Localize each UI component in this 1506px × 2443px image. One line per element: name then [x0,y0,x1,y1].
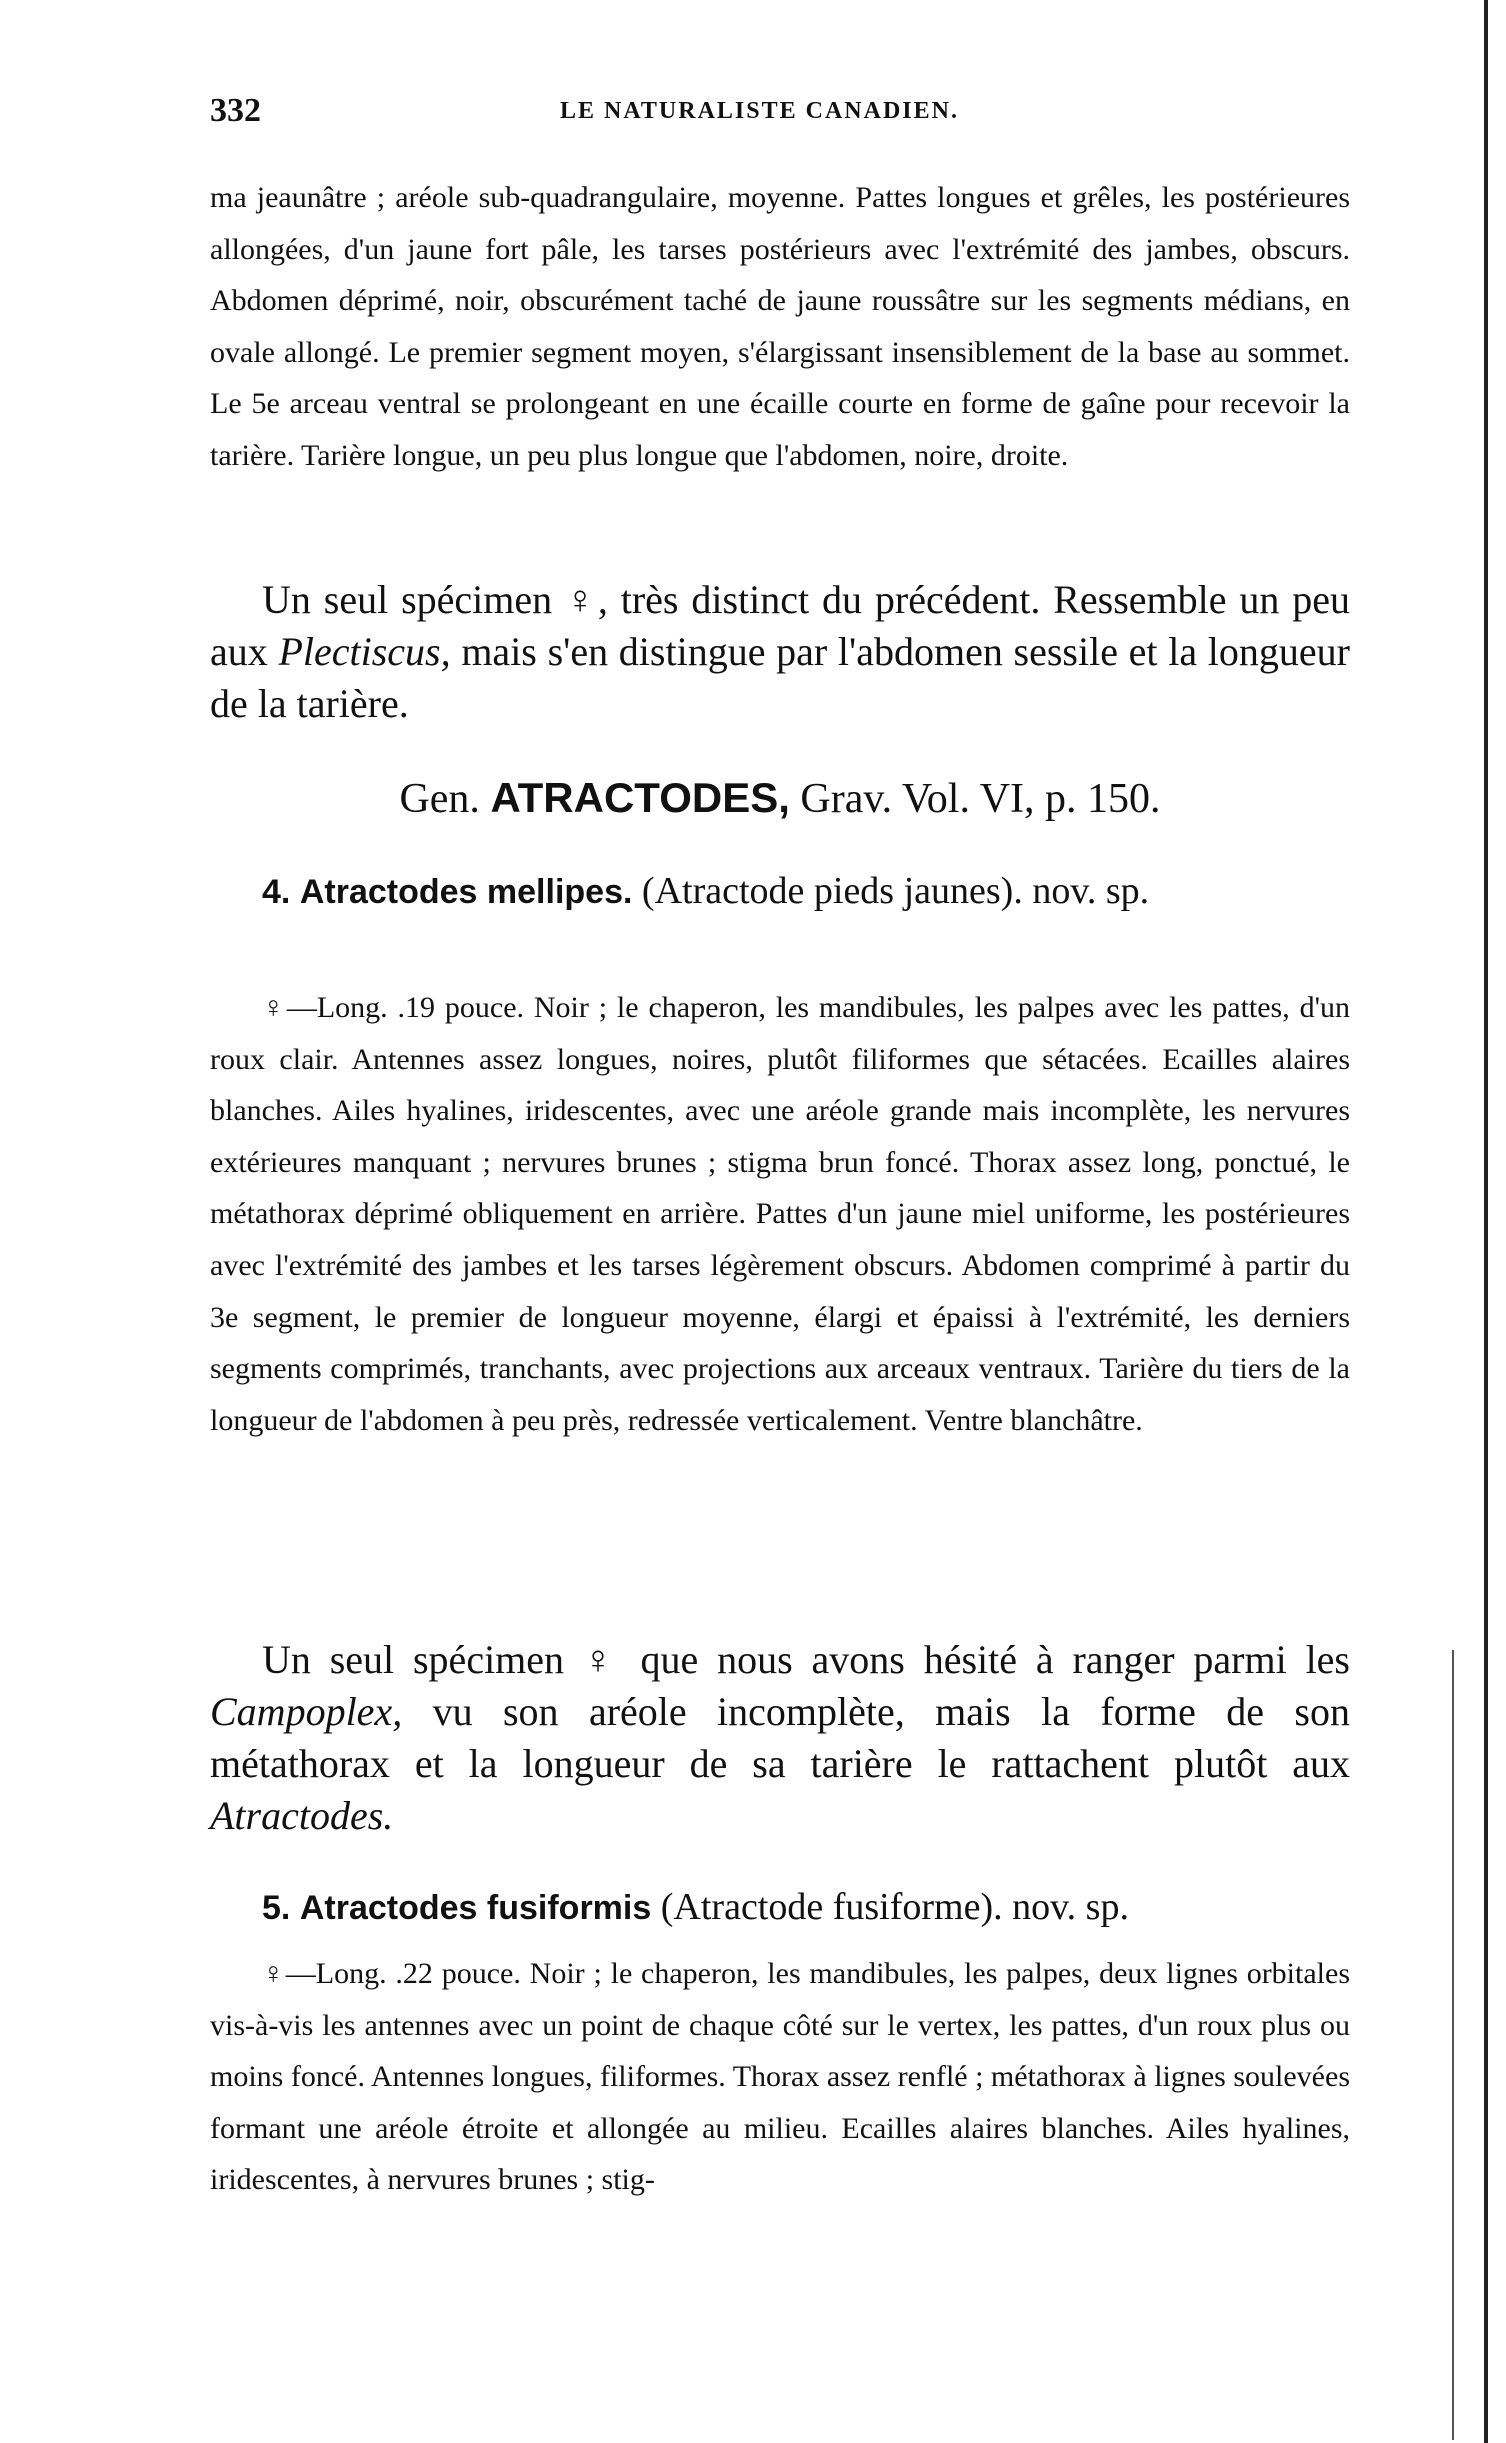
genus-atractodes: Atractodes. [210,1793,394,1838]
paragraph-specimen-note-1 [210,574,1350,730]
text-span: Un seul spécimen ♀ que nous avons hésité à ranger parmi les [262,1637,1350,1682]
running-head: LE NATURALISTE CANADIEN. [560,98,959,124]
genus-campoplex: Campoplex, [210,1689,403,1734]
genus-plectiscus: Plectiscus, [278,629,451,674]
paragraph-specimen-note-2 [210,1634,1350,1842]
scan-edge-line [1484,0,1488,2443]
species-number: 5. [262,1889,291,1927]
scan-margin-line [1452,1650,1454,2440]
text-span: vu son aréole incomplète, mais la forme de son métathorax et la longueur de sa tarière le rattachent plutôt aux [210,1689,1350,1786]
species-heading-5 [210,1882,1350,1933]
species-name: Atractodes fusiformis [299,1889,652,1927]
genus-name: ATRACTODES, [490,774,790,821]
genus-heading [210,772,1350,825]
paragraph-description-continued: ma jeaunâtre ; aréole sub-quadrangulaire, moyenne. Pattes longues et grêles, les postérieures allongées, d'un jaune fort pâle, les tarses postérieurs avec l'extrémité des jambes, obscurs. Abdomen déprimé, noir, obscurément taché de jaune roussâtre sur les segments médians, en ovale allongé. Le premier segment moyen, s'élargissant insensiblement de la base au sommet. Le 5e arceau ventral se prolongeant en une écaille courte en forme de gaîne pour recevoir la tarière. Tarière longue, un peu plus longue que l'abdomen, noire, droite. [210,181,1350,472]
text-span: Un seul spécimen ♀, très distinct du précédent. Ressemble un peu aux [210,577,1350,674]
paragraph-species-5-description: ♀—Long. .22 pouce. Noir ; le chaperon, les mandibules, les palpes, deux lignes orbitales vis-à-vis les antennes avec un point de chaque côté sur le vertex, les pattes, d'un roux plus ou moins foncé. Antennes longues, filiformes. Thorax assez renflé ; métathorax à lignes soulevées formant une aréole étroite et allongée au milieu. Ecailles alaires blanches. Ailes hyalines, iridescentes, à nervures brunes ; stig- [210,1957,1350,2197]
species-heading-4 [210,866,1350,917]
species-number: 4. [262,873,291,911]
text-span: mais s'en distingue par l'abdomen sessile et la longueur de la tarière. [210,629,1350,726]
page-number: 332 [210,92,261,129]
page-header [210,92,1350,132]
species-name: Atractodes mellipes. [299,873,633,911]
paragraph-species-4-description: ♀—Long. .19 pouce. Noir ; le chaperon, les mandibules, les palpes avec les pattes, d'un roux clair. Antennes assez longues, noires, plutôt filiformes que sétacées. Ecailles alaires blanches. Ailes hyalines, iridescentes, avec une aréole grande mais incomplète, les nervures extérieures manquant ; nervures brunes ; stigma brun foncé. Thorax assez long, ponctué, le métathorax déprimé obliquement en arrière. Pattes d'un jaune miel uniforme, les postérieures avec l'extrémité des jambes et les tarses légèrement obscurs. Abdomen comprimé à partir du 3e segment, le premier de longueur moyenne, élargi et épaissi à l'extrémité, les derniers segments comprimés, tranchants, avec projections aux arceaux ventraux. Tarière du tiers de la longueur de l'abdomen à peu près, redressée verticalement. Ventre blanchâtre. [210,991,1350,1437]
genus-reference: Grav. Vol. VI, p. 150. [789,776,1161,822]
genus-prefix: Gen. [399,776,491,822]
species-common-name: (Atractode fusiforme). nov. sp. [651,1886,1129,1928]
species-common-name: (Atractode pieds jaunes). nov. sp. [632,870,1150,912]
